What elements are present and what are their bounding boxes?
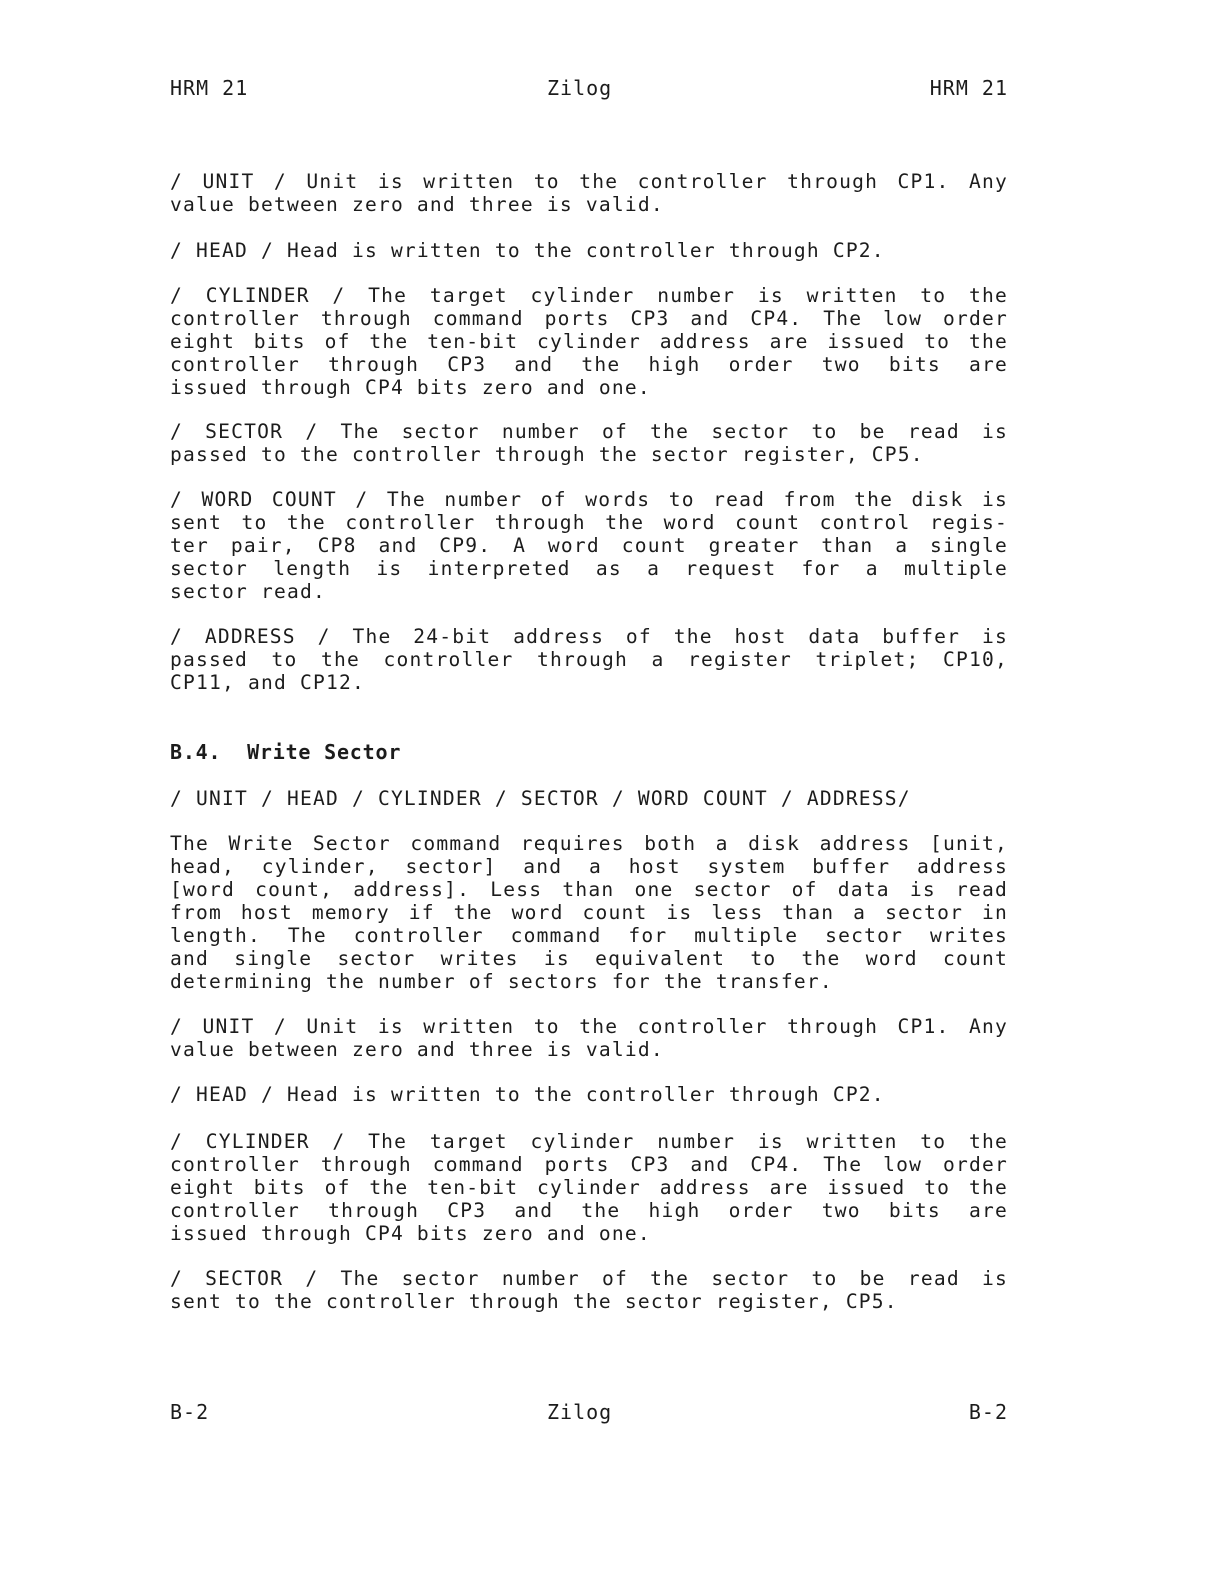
text-line: length. The controller command for multiple sector writes <box>170 924 1008 947</box>
paragraph-word-count <box>170 488 1008 603</box>
text-line: / SECTOR / The sector number of the sector to be read is <box>170 1267 1008 1290</box>
paragraph-unit <box>170 170 1008 216</box>
text-line: / UNIT / Unit is written to the controller through CP1. Any <box>170 1015 1008 1038</box>
paragraph-address <box>170 625 1008 694</box>
text-line: value between zero and three is valid. <box>170 193 664 216</box>
header-center: Zilog <box>547 76 613 100</box>
text-line: / HEAD / Head is written to the controller through CP2. <box>170 239 885 262</box>
text-line: sector read. <box>170 580 326 603</box>
text-line: passed to the controller through a register triplet; CP10, <box>170 648 1008 671</box>
text-line: determining the number of sectors for the transfer. <box>170 970 833 993</box>
text-line: and single sector writes is equivalent to the word count <box>170 947 1008 970</box>
footer-center: Zilog <box>547 1400 613 1424</box>
footer-right: B-2 <box>968 1400 1008 1424</box>
paragraph-cylinder <box>170 284 1008 399</box>
page-header <box>170 76 1008 106</box>
text-line: controller through CP3 and the high order two bits are <box>170 353 1008 376</box>
paragraph-sector <box>170 420 1008 466</box>
text-line: eight bits of the ten-bit cylinder address are issued to the <box>170 1176 1008 1199</box>
text-line: / WORD COUNT / The number of words to read from the disk is <box>170 488 1008 511</box>
paragraph-write-sector-description <box>170 832 1008 993</box>
paragraph-syntax <box>170 787 1008 810</box>
text-line: eight bits of the ten-bit cylinder address are issued to the <box>170 330 1008 353</box>
section-title: Write Sector <box>247 740 402 764</box>
text-line: passed to the controller through the sector register, CP5. <box>170 443 924 466</box>
text-line: sector length is interpreted as a request for a multiple <box>170 557 1008 580</box>
text-line: issued through CP4 bits zero and one. <box>170 376 651 399</box>
text-line: issued through CP4 bits zero and one. <box>170 1222 651 1245</box>
paragraph-cylinder-2 <box>170 1130 1008 1245</box>
text-line: / UNIT / Unit is written to the controller through CP1. Any <box>170 170 1008 193</box>
paragraph-unit-2 <box>170 1015 1008 1061</box>
text-line: / CYLINDER / The target cylinder number is written to the <box>170 1130 1008 1153</box>
text-line: / UNIT / HEAD / CYLINDER / SECTOR / WORD COUNT / ADDRESS/ <box>170 787 911 810</box>
text-line: controller through command ports CP3 and CP4. The low order <box>170 1153 1008 1176</box>
section-number: B.4. <box>170 740 222 764</box>
text-line: The Write Sector command requires both a disk address [unit, <box>170 832 1008 855</box>
text-line: sent to the controller through the word count control regis- <box>170 511 1008 534</box>
paragraph-head <box>170 239 1008 262</box>
text-line: sent to the controller through the sector register, CP5. <box>170 1290 898 1313</box>
header-left: HRM 21 <box>170 76 249 100</box>
page-footer <box>170 1400 1008 1430</box>
text-line: / CYLINDER / The target cylinder number is written to the <box>170 284 1008 307</box>
text-line: from host memory if the word count is less than a sector in <box>170 901 1008 924</box>
text-line: ter pair, CP8 and CP9. A word count greater than a single <box>170 534 1008 557</box>
text-line: controller through command ports CP3 and CP4. The low order <box>170 307 1008 330</box>
footer-left: B-2 <box>170 1400 210 1424</box>
header-right: HRM 21 <box>929 76 1008 100</box>
paragraph-head-2 <box>170 1083 1008 1106</box>
text-line: controller through CP3 and the high order two bits are <box>170 1199 1008 1222</box>
section-heading <box>170 740 401 764</box>
text-line: value between zero and three is valid. <box>170 1038 664 1061</box>
text-line: CP11, and CP12. <box>170 671 365 694</box>
text-line: head, cylinder, sector] and a host system buffer address <box>170 855 1008 878</box>
text-line: / ADDRESS / The 24-bit address of the host data buffer is <box>170 625 1008 648</box>
text-line: [word count, address]. Less than one sector of data is read <box>170 878 1008 901</box>
text-line: / SECTOR / The sector number of the sector to be read is <box>170 420 1008 443</box>
text-line: / HEAD / Head is written to the controller through CP2. <box>170 1083 885 1106</box>
paragraph-sector-2 <box>170 1267 1008 1313</box>
